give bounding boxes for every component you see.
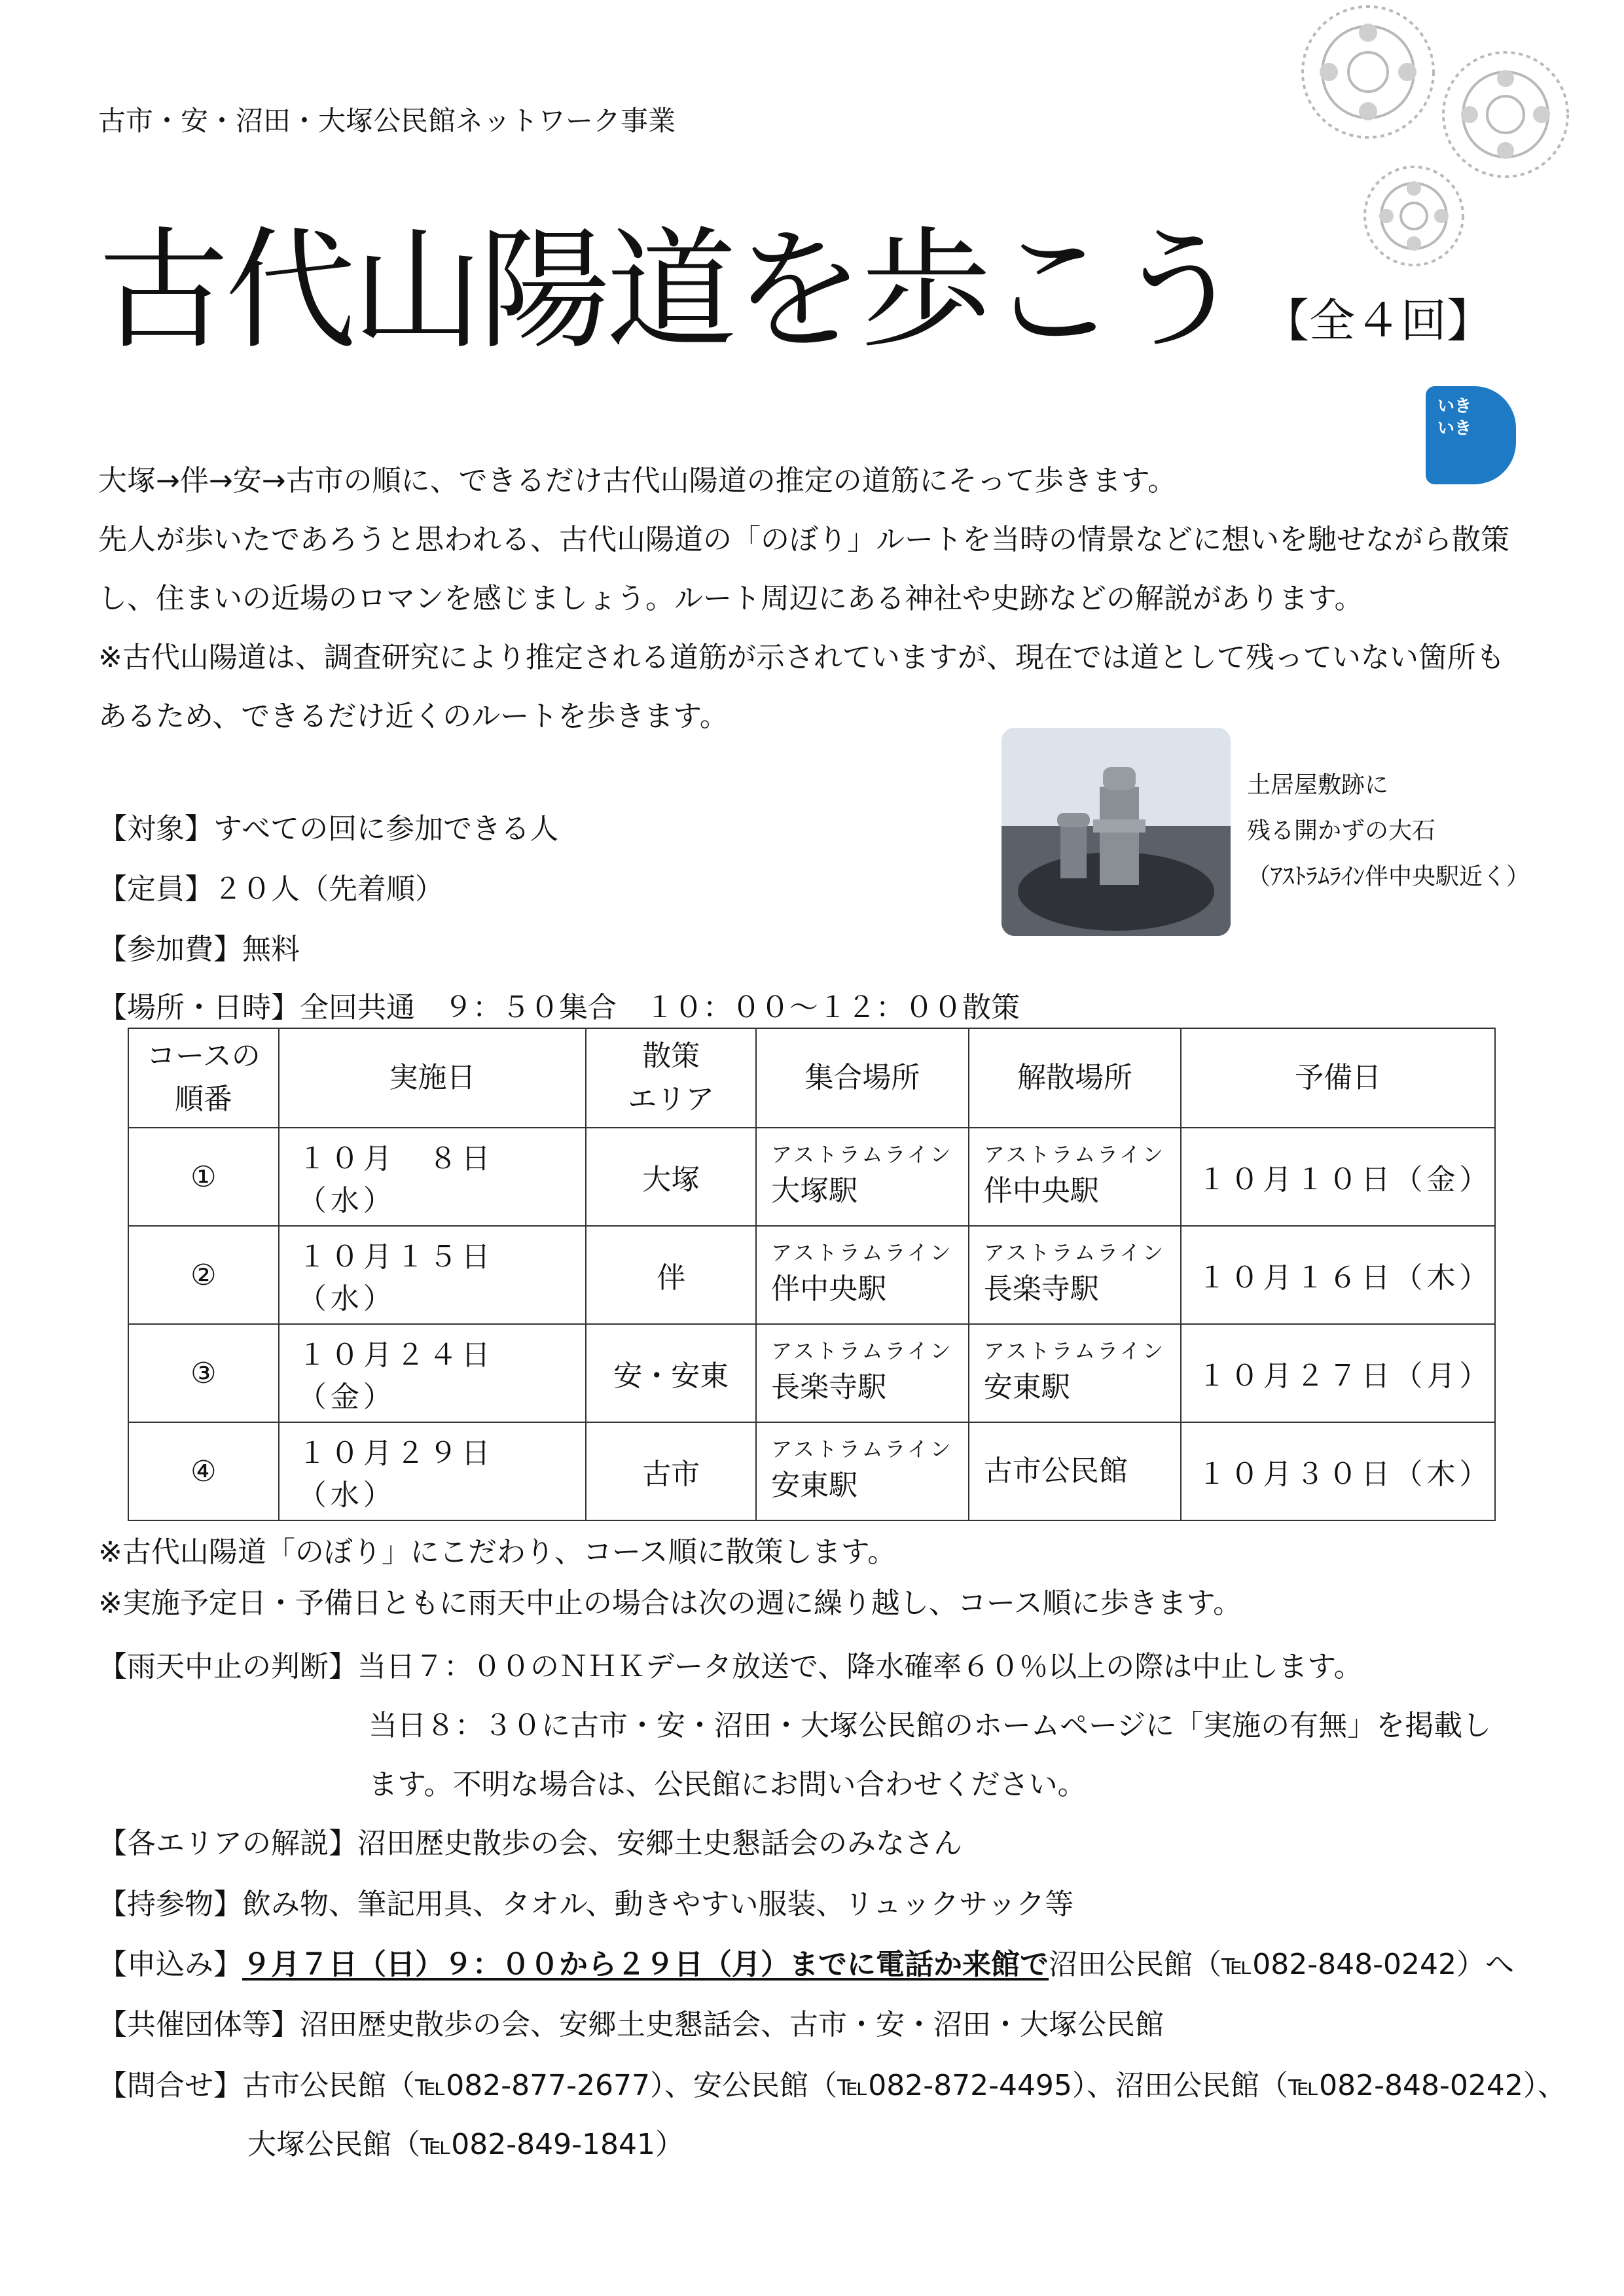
info-fee xyxy=(98,925,300,967)
info-target-value: すべての回に参加できる人 xyxy=(213,812,559,846)
header-date: 実施日 xyxy=(279,1028,586,1128)
info-target xyxy=(98,805,558,847)
stone-photo-graphic xyxy=(1001,728,1231,936)
items-to-bring-label: 【持参物】 xyxy=(98,1888,242,1921)
intro-line-2: 先人が歩いたであろうと思われる、古代山陽道の「のぼり」ルートを当時の情景などに想いを馳せながら散策し、住まいの近場のロマンを感じましょう。ルート周辺にある神社や史跡などの解説があります。 xyxy=(98,523,1509,615)
meeting-station: 長楽寺駅 xyxy=(771,1371,887,1404)
application-contact: 沼田公民館（℡082-848-0242）へ xyxy=(1049,1948,1514,1981)
page-title: 古代山陽道を歩こう xyxy=(98,215,1242,367)
schedule-header-row xyxy=(128,1028,1495,1128)
meeting-station: 安東駅 xyxy=(771,1469,858,1502)
course-area: 大塚 xyxy=(586,1128,756,1226)
meeting-line: アストラムライン xyxy=(771,1437,953,1462)
rain-decision-line-1: 当日７：００のＮＨＫデータ放送で、降水確率６０％以上の際は中止します。 xyxy=(357,1650,1363,1683)
dismissal-place xyxy=(969,1324,1182,1422)
stone-photo xyxy=(1001,728,1231,936)
logo-text: いき いき xyxy=(1437,397,1472,439)
note-rain-postpone: ※実施予定日・予備日ともに雨天中止の場合は次の週に繰り越し、コース順に歩きます。 xyxy=(98,1587,1242,1620)
dismissal-line: アストラムライン xyxy=(983,1240,1166,1265)
photo-caption-line-3: （ｱｽﾄﾗﾑﾗｲﾝ伴中央駅近く） xyxy=(1247,863,1530,890)
table-row xyxy=(128,1226,1495,1324)
course-date: １０月 ８日（水） xyxy=(279,1128,586,1226)
inquiries-label: 【問合せ】 xyxy=(98,2069,242,2102)
table-row xyxy=(128,1324,1495,1422)
cohosts-value: 沼田歴史散歩の会、安郷土史懇話会、古市・安・沼田・大塚公民館 xyxy=(300,2008,1164,2041)
info-capacity-value: ２０人（先着順） xyxy=(213,872,444,906)
schedule-table xyxy=(128,1028,1496,1521)
table-row xyxy=(128,1422,1495,1520)
photo-caption-line-2: 残る開かずの大石 xyxy=(1247,817,1436,844)
header-dismissal-place: 解散場所 xyxy=(969,1028,1182,1128)
info-place-value: 全回共通 ９：５０集合 １０：００～１２：００散策 xyxy=(300,991,1020,1024)
rain-decision-line-2: 当日８：３０に古市・安・沼田・大塚公民館のホームページに「実施の有無」を掲載し xyxy=(369,1709,1492,1742)
meeting-place xyxy=(756,1128,969,1226)
info-capacity-label: 【定員】 xyxy=(98,872,213,906)
course-area: 古市 xyxy=(586,1422,756,1520)
inquiries xyxy=(98,2062,1566,2104)
intro-text xyxy=(98,452,1525,746)
course-number: ② xyxy=(128,1226,279,1324)
course-date: １０月２９日（水） xyxy=(279,1422,586,1520)
meeting-station: 大塚駅 xyxy=(771,1174,858,1208)
dismissal-place xyxy=(969,1128,1182,1226)
cohosts-label: 【共催団体等】 xyxy=(98,2008,300,2041)
course-area: 安・安東 xyxy=(586,1324,756,1422)
area-guide-value: 沼田歴史散歩の会、安郷土史懇話会のみなさん xyxy=(357,1827,962,1860)
info-fee-value: 無料 xyxy=(242,933,300,966)
header-spare-date: 予備日 xyxy=(1181,1028,1495,1128)
photo-caption xyxy=(1247,762,1530,900)
items-to-bring-value: 飲み物、筆記用具、タオル、動きやすい服装、リュックサック等 xyxy=(242,1888,1074,1921)
header-area: 散策 エリア xyxy=(586,1028,756,1128)
dismissal-line: アストラムライン xyxy=(983,1142,1166,1167)
info-target-label: 【対象】 xyxy=(98,812,213,846)
meeting-line: アストラムライン xyxy=(771,1142,953,1167)
dismissal-station: 長楽寺駅 xyxy=(983,1272,1099,1306)
spare-date: １０月３０日（木） xyxy=(1181,1422,1495,1520)
dismissal-place xyxy=(969,1422,1182,1520)
meeting-place xyxy=(756,1226,969,1324)
meeting-station: 伴中央駅 xyxy=(771,1272,887,1306)
course-number: ③ xyxy=(128,1324,279,1422)
meeting-place xyxy=(756,1324,969,1422)
meeting-place xyxy=(756,1422,969,1520)
inquiries-line-2: 大塚公民館（℡082-849-1841） xyxy=(247,2128,684,2161)
decorative-flower-pattern xyxy=(1283,0,1624,268)
table-row xyxy=(128,1128,1495,1226)
info-fee-label: 【参加費】 xyxy=(98,933,242,966)
meeting-line: アストラムライン xyxy=(771,1240,953,1265)
header-course-order: コースの 順番 xyxy=(128,1028,279,1128)
intro-line-3: ※古代山陽道は、調査研究により推定される道筋が示されていますが、現在では道として残っていない箇所もあるため、できるだけ近くのルートを歩きます。 xyxy=(98,641,1505,733)
application-deadline: ９月７日（日）９：００から２９日（月）までに電話か来館で xyxy=(242,1948,1049,1981)
cohosts xyxy=(98,2001,1164,2043)
inquiries-line-1: 古市公民館（℡082-877-2677）、安公民館（℡082-872-4495）、沼田公民館（℡082-848-0242）、 xyxy=(242,2069,1566,2102)
dismissal-station: 古市公民館 xyxy=(983,1454,1128,1488)
info-place-label: 【場所・日時】 xyxy=(98,991,300,1024)
dismissal-station: 伴中央駅 xyxy=(983,1174,1099,1208)
dismissal-station: 安東駅 xyxy=(983,1371,1070,1404)
intro-line-1: 大塚→伴→安→古市の順に、できるだけ古代山陽道の推定の道筋にそって歩きます。 xyxy=(98,464,1177,497)
spare-date: １０月１０日（金） xyxy=(1181,1128,1495,1226)
course-date: １０月１５日（水） xyxy=(279,1226,586,1324)
course-number: ④ xyxy=(128,1422,279,1520)
rain-decision-line-3: ます。不明な場合は、公民館にお問い合わせください。 xyxy=(369,1768,1087,1801)
spare-date: １０月２７日（月） xyxy=(1181,1324,1495,1422)
info-place-time xyxy=(98,984,1020,1026)
area-guide xyxy=(98,1820,962,1861)
spare-date: １０月１６日（木） xyxy=(1181,1226,1495,1324)
note-course-order: ※古代山陽道「のぼり」にこだわり、コース順に散策します。 xyxy=(98,1535,897,1569)
dismissal-place xyxy=(969,1226,1182,1324)
rain-decision xyxy=(98,1643,1363,1685)
area-guide-label: 【各エリアの解説】 xyxy=(98,1827,357,1860)
course-number: ① xyxy=(128,1128,279,1226)
photo-caption-line-1: 土居屋敷跡に xyxy=(1247,772,1389,798)
course-date: １０月２４日（金） xyxy=(279,1324,586,1422)
dismissal-line: アストラムライン xyxy=(983,1338,1166,1363)
application-label: 【申込み】 xyxy=(98,1948,242,1981)
organizer-line: 古市・安・沼田・大塚公民館ネットワーク事業 xyxy=(98,105,676,137)
items-to-bring xyxy=(98,1880,1074,1922)
meeting-line: アストラムライン xyxy=(771,1338,953,1363)
info-capacity xyxy=(98,865,444,907)
rain-decision-label: 【雨天中止の判断】 xyxy=(98,1650,357,1683)
application xyxy=(98,1941,1514,1982)
course-area: 伴 xyxy=(586,1226,756,1324)
title-session-count: 【全４回】 xyxy=(1263,294,1492,348)
header-meeting-place: 集合場所 xyxy=(756,1028,969,1128)
